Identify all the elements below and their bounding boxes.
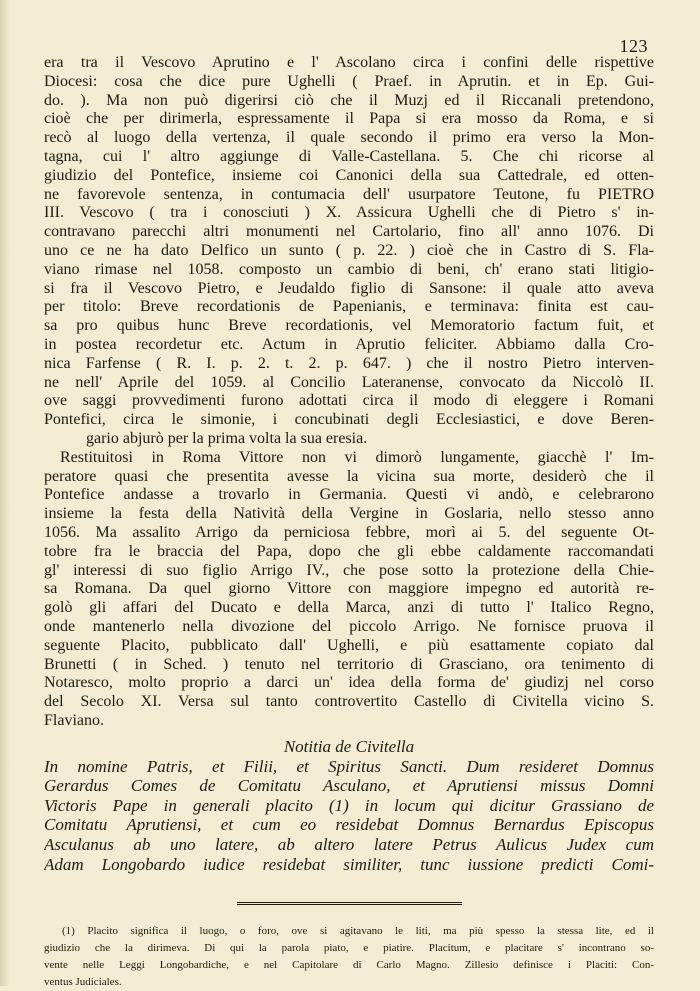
text-line: In nomine Patris, et Filii, et Spiritus Sancti. Dum resideret Domnus <box>44 756 654 776</box>
text-line: insieme la festa della Natività della Vergine in Goslaria, nello stesso anno <box>44 505 654 523</box>
text-line: Brunetti ( in Sched. ) tenuto nel territorio di Grasciano, ora tenimento di <box>44 655 654 673</box>
text-line: cioè che per dirimerla, espressamente il Papa si era mosso da Roma, e si <box>44 110 654 128</box>
text-line: ne nell' Aprile del 1059. al Concilio Lateranense, convocato da Niccolò II. <box>44 373 654 391</box>
text-line: Pontefice andasse a trovarlo in Germania. Questi vi andò, e celebrarono <box>44 486 654 504</box>
text-line: Restituitosi in Roma Vittore non vi dimorò lungamente, giacchè l' Im- <box>60 448 654 466</box>
text-line: Adam Longobardo iudice residebat similiter, tunc iussione predicti Comi- <box>44 854 654 874</box>
paragraph-1 <box>44 54 654 449</box>
notitia-text <box>44 757 654 875</box>
text-line: gario abjurò per la prima volta la sua eresia. <box>86 429 368 447</box>
text-line: ne favorevole sentenza, in contumacia dell' usurpatore Teutone, fu PIETRO <box>44 185 654 203</box>
text-line: del Secolo XI. Versa sul tanto controvertito Castello di Civitella vicino S. <box>44 693 654 711</box>
text-line: era tra il Vescovo Aprutino e l' Ascolano circa i confini delle rispettive <box>44 54 654 71</box>
text-line: Asculanus ab uno latere, ab altero latere Petrus Aulicus Judex cum <box>44 835 654 855</box>
text-line: Gerardus Comes de Comitatu Asculano, et Aprutiensi missus Domni <box>44 776 654 796</box>
footnote-line: (1) Placito significa il luogo, o foro, ove si agitavano le liti, ma più spesso la stessa lite, ed il <box>62 925 654 938</box>
text-line: tagna, cui l' altro aggiunge di Valle-Castellana. 5. Che chi ricorse al <box>44 147 654 165</box>
text-line: III. Vescovo ( tra i conosciuti ) X. Assicura Ughelli che di Pietro s' in- <box>44 204 654 222</box>
text-line: nica Farfense ( R. I. p. 2. t. 2. p. 647. ) che il nostro Pietro interven- <box>44 354 654 372</box>
text-line: per titolo: Breve recordationis de Papenianis, e terminava: finita est cau- <box>44 298 654 316</box>
text-line: 1056. Ma assalito Arrigo da perniciosa febbre, morì ai 5. del seguente Ot- <box>44 523 654 541</box>
text-line: giudizio del Pontefice, insieme coi Canonici della sua Cattedrale, ed otten- <box>44 166 654 184</box>
text-line: Diocesi: cosa che dice pure Ughelli ( Praef. in Aprutin. et in Ep. Gui- <box>44 72 654 90</box>
text-line: sa pro quibus hunc Breve recordationis, vel Memoratorio factum fuit, et <box>44 317 654 335</box>
text-line: ove saggi provvedimenti furono adottati circa il modo di eleggere i Romani <box>44 392 654 410</box>
text-line: recò al luogo della vertenza, il quale secondo il primo era verso la Mon- <box>44 129 654 147</box>
footnote-line: vente nelle Leggi Longobardiche, e nel Capitolare di Carlo Magno. Zillesio definisce i Placiti: Con- <box>44 959 654 972</box>
text-line: peratore quasi che presentita avesse la vicina sua morte, desiderò che il <box>44 467 654 485</box>
text-line: Comitatu Aprutiensi, et cum eo residebat Domnus Bernardus Episcopus <box>44 815 654 835</box>
text-line: Pontefici, circa le simonie, i concubinati degli Ecclesiastici, e dove Beren- <box>44 411 654 429</box>
footnote-divider <box>237 902 462 907</box>
footnote <box>44 923 654 991</box>
text-line: tobre fra le braccia del Papa, dopo che gli ebbe caldamente raccomandati <box>44 542 654 560</box>
section-heading: Notitia de Civitella <box>283 736 415 756</box>
text-line: viano rimase nel 1058. composto un cambio di beni, ch' erano stati litigio- <box>44 260 654 278</box>
footnote-line: ventus Judiciales. <box>44 976 122 989</box>
text-line: seguente Placito, pubblicato dall' Ughelli, e più esattamente copiato dal <box>44 636 654 654</box>
page-edge <box>0 0 10 986</box>
text-line: Victoris Pape in generali placito (1) in locum qui dicitur Grassiano de <box>44 795 654 815</box>
page-number: 123 <box>619 36 648 56</box>
text-line: gl' interessi di suo figlio Arrigo IV., che pose sotto la protezione della Chie- <box>44 561 654 579</box>
footnote-line: giudizio che la dirimeva. Di qui la parola piato, e piatire. Placitum, e placitare s' incontrano so- <box>44 942 654 955</box>
text-line: Flaviano. <box>44 711 104 729</box>
text-line: in postea recordetur etc. Actum in Aprutio feliciter. Abbiamo dalla Cro- <box>44 335 654 353</box>
text-line: onde mantenerlo nella divozione del piccolo Arrigo. Ne fornisce pruova il <box>44 617 654 635</box>
page-body <box>44 54 654 991</box>
paragraph-2 <box>44 449 654 731</box>
text-line: uno ce ne ha dato Delfico un sunto ( p. 22. ) cioè che in Castro di S. Fla- <box>44 241 654 259</box>
text-line: sa Romana. Da quel giorno Vittore con maggiore impegno ed autorità re- <box>44 580 654 598</box>
text-line: do. ). Ma non può digerirsi ciò che il Muzj ed il Riccanali pretendono, <box>44 91 654 109</box>
text-line: golò gli affari del Ducato e della Marca, anzi di tutto l' Italico Regno, <box>44 599 654 617</box>
text-line: si fra il Vescovo Pietro, e Jeudaldo figlio di Sansone: il quale atto aveva <box>44 279 654 297</box>
text-line: contravano parecchi altri monumenti nel Cartolario, fino all' anno 1076. Di <box>44 223 654 241</box>
text-line: Notaresco, molto proprio a darci un' idea della forma de' giudizj nel corso <box>44 674 654 692</box>
